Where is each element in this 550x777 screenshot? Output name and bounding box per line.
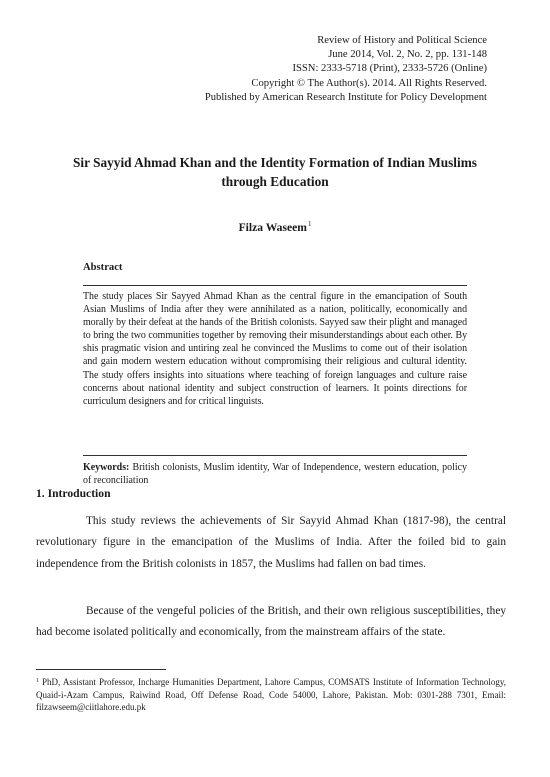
author-footnote-mark: 1 xyxy=(307,220,312,228)
abstract-text: The study places Sir Sayyed Ahmad Khan as the central figure in the emancipation of South Asian Muslims of India after they were annihilated as a nation, politically, economically and morally by their defeat at the hands of the British colonists. Sayyed saw their plight and managed to bring the two communities together by removing their misunderstandings about each other. By shis pragmatic vision and untiring zeal he convinced the Muslims to come out of their isolation and gain modern western education without compromising their religious and cultural identity. The study offers insights into situations where teaching of foreign languages and culture raise concerns about national identity and subject construction of learners. It points directions for curriculum designers and for critical linguists. xyxy=(83,291,467,407)
keywords-text: British colonists, Muslim identity, War of Independence, western education, policy of reconciliation xyxy=(83,462,468,487)
section-heading-introduction: 1. Introduction xyxy=(36,487,111,500)
title-line-1: Sir Sayyid Ahmad Khan and the Identity Formation of Indian Muslims xyxy=(73,155,477,170)
abstract-top-rule xyxy=(83,285,467,286)
paragraph-text: This study reviews the achievements of Sir Sayyid Ahmad Khan (1817-98), the central revolutionary figure in the emancipation of the Muslims of India. After the foiled bid to gain independence from the British colonists in 1857, the Muslims had fallen on bad times. xyxy=(36,515,506,570)
journal-header xyxy=(205,34,487,105)
abstract-bottom-rule xyxy=(83,455,467,456)
keywords-label: Keywords: xyxy=(83,462,130,473)
title-line-2: through Education xyxy=(221,174,329,189)
author-line xyxy=(60,220,490,234)
journal-name: Review of History and Political Science xyxy=(317,35,487,46)
copyright-line: Copyright © The Author(s). 2014. All Rights Reserved. xyxy=(251,77,487,89)
body-paragraph-1 xyxy=(36,511,506,575)
paper-title xyxy=(60,153,490,191)
footnote-mark: 1 xyxy=(36,678,39,684)
keywords xyxy=(83,461,467,488)
footnote-rule xyxy=(36,669,166,670)
footnote xyxy=(36,675,506,714)
journal-issn: ISSN: 2333-5718 (Print), 2333-5726 (Online) xyxy=(292,63,487,75)
abstract-heading: Abstract xyxy=(83,262,123,273)
author-name: Filza Waseem xyxy=(238,221,307,234)
publisher-line: Published by American Research Institute for Policy Development xyxy=(204,91,487,103)
journal-issue: June 2014, Vol. 2, No. 2, pp. 131-148 xyxy=(328,49,487,61)
body-paragraph-2 xyxy=(36,601,506,644)
footnote-text: PhD, Assistant Professor, Incharge Humanities Department, Lahore Campus, COMSATS Institute of Information Technology, Quaid-i-Azam Campus, Raiwind Road, Off Defense Road, Code 54000, Lahore, Pakistan. Mob: 0301-288 7301, Email: filzawseem@ciitlahore.edu.pk xyxy=(36,677,506,713)
paragraph-text: Because of the vengeful policies of the British, and their own religious susceptibilities, they had become isolated politically and economically, from the mainstream affairs of the state. xyxy=(36,605,506,639)
